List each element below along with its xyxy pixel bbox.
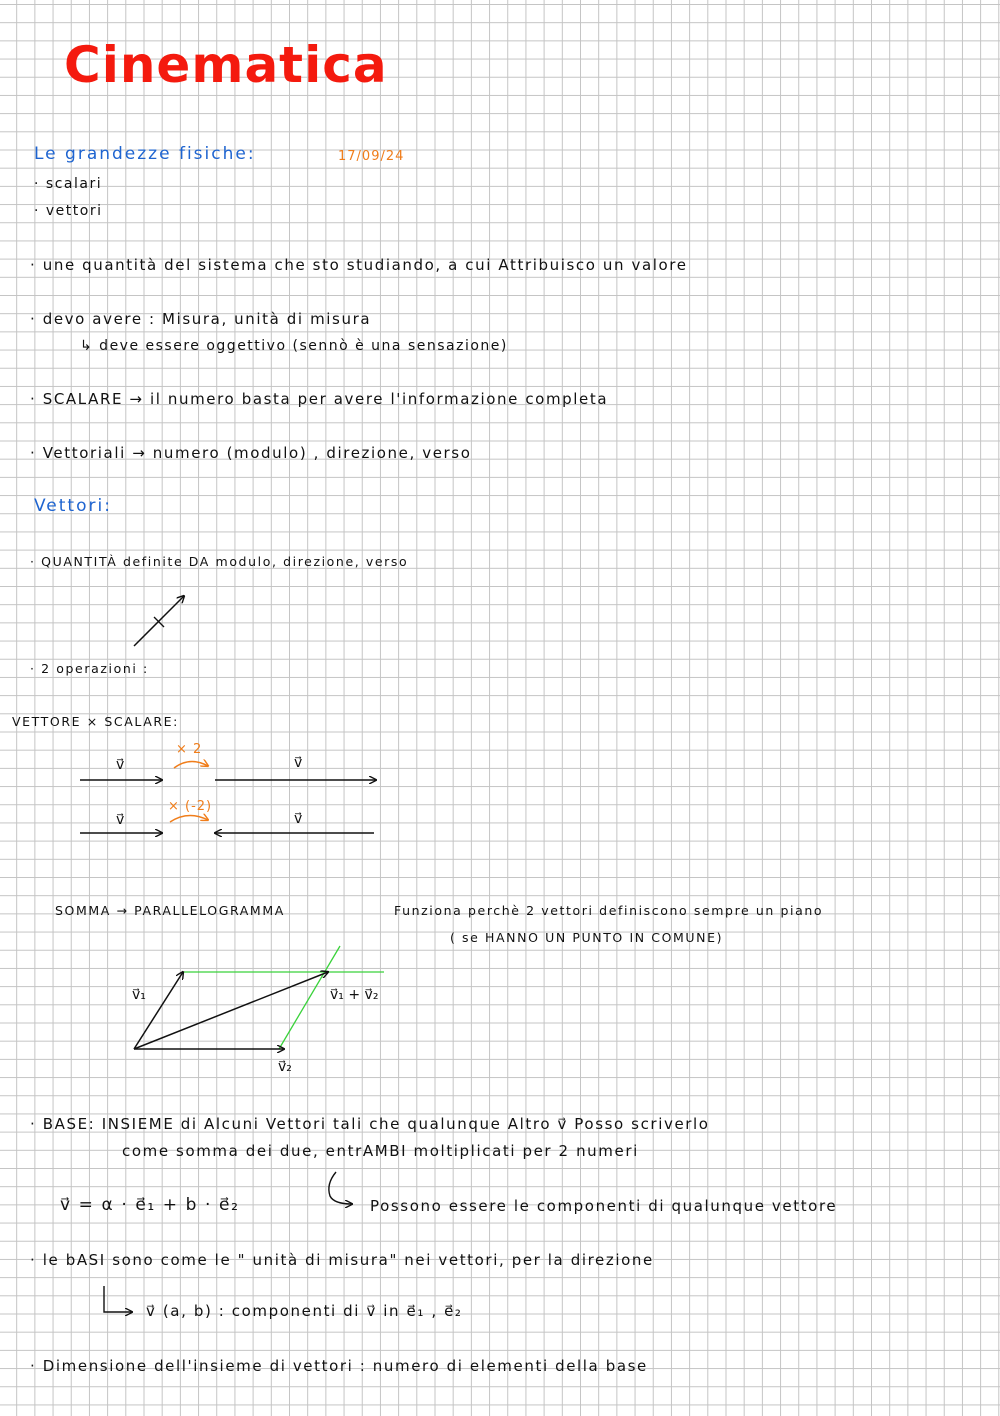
page-title: Cinematica — [64, 36, 388, 94]
vector-label-v-2: v⃗ — [116, 812, 125, 828]
note-scalare: · SCALARE → il numero basta per avere l'informazione completa — [30, 390, 609, 408]
list-item-scalari: · scalari — [34, 176, 103, 192]
heading-somma: SOMMA → PARALLELOGRAMMA — [55, 903, 285, 918]
vector-label-sum: v⃗₁ + v⃗₂ — [330, 987, 379, 1003]
hook-arrow — [329, 1172, 352, 1204]
vector-label-v1: v⃗₁ — [132, 987, 146, 1003]
heading-vettore-scalare: VETTORE × SCALARE: — [12, 714, 179, 729]
note-basi-unita: · le bASI sono come le " unità di misura" nei vettori, per la direzione — [30, 1251, 654, 1269]
note-funziona: Funziona perchè 2 vettori definiscono sempre un piano — [394, 903, 824, 918]
note-vettoriali: · Vettoriali → numero (modulo) , direzione, verso — [30, 444, 472, 462]
note-definizione: · QUANTITÀ definite DA modulo, direzione, verso — [30, 554, 409, 569]
vector-label-neg-2v: v⃗ — [294, 811, 303, 827]
vector-sketch — [134, 596, 184, 646]
note-punto-comune: ( se HANNO UN PUNTO IN COMUNE) — [450, 930, 724, 945]
heading-grandezze: Le grandezze fisiche: — [34, 144, 256, 164]
factor-times-neg-2: × (-2) — [168, 799, 213, 814]
note-base: · BASE: INSIEME di Alcuni Vettori tali che qualunque Altro v⃗ Posso scriverlo — [30, 1115, 710, 1133]
factor-times-2: × 2 — [176, 742, 203, 757]
list-item-vettori: · vettori — [34, 203, 103, 219]
scalar-times-2-sketch — [80, 761, 376, 780]
note-base-2: come somma dei due, entrAMBI moltiplicati per 2 numeri — [122, 1142, 639, 1160]
parallelogram-sketch — [134, 946, 384, 1049]
note-devo-avere: · devo avere : Misura, unità di misura — [30, 310, 372, 328]
vector-label-2v: v⃗ — [294, 755, 303, 771]
scalar-times-neg-2-sketch — [80, 812, 374, 833]
vector-label-v: v⃗ — [116, 757, 125, 773]
note-oggettivo: ↳ deve essere oggettivo (sennò è una sensazione) — [80, 338, 508, 354]
formula-base: v⃗ = α · e⃗₁ + b · e⃗₂ — [60, 1195, 240, 1215]
heading-vettori: Vettori: — [34, 496, 112, 516]
l-arrow — [104, 1286, 132, 1312]
note-componenti: Possono essere le componenti di qualunque vettore — [370, 1197, 838, 1215]
note-dimensione: · Dimensione dell'insieme di vettori : numero di elementi della base — [30, 1357, 648, 1375]
note-quantita: · une quantità del sistema che sto studiando, a cui Attribuisco un valore — [30, 256, 688, 274]
date-label: 17/09/24 — [338, 149, 405, 164]
vector-label-v2: v⃗₂ — [278, 1059, 292, 1075]
note-componenti-v: v⃗ (a, b) : componenti di v⃗ in e⃗₁ , e⃗₂ — [146, 1302, 463, 1320]
note-operazioni: · 2 operazioni : — [30, 661, 149, 676]
